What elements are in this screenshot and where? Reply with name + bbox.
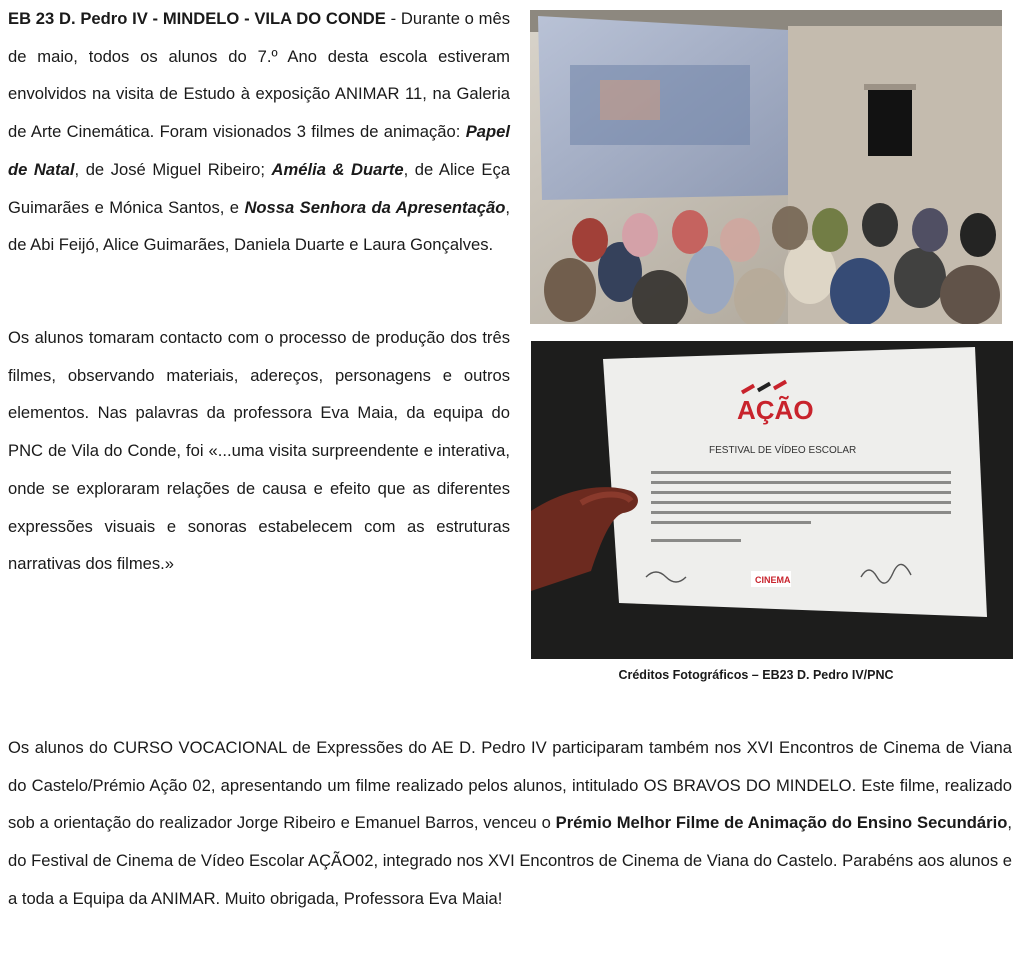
- award-text-a: Os alunos do CURSO VOCACIONAL de Expressões do AE D. Pedro IV participaram também nos XVI Encontros de Cinema de Viana do Castelo/Prémio Ação 02, apresentando um filme realizado pelos alunos, intitulado OS BRAVOS DO MINDELO. Este filme, realizado sob a orientação do realizador Jorge Ribeiro e Emanuel Barros, venceu o: [8, 738, 1012, 833]
- visit-paragraph: Os alunos tomaram contacto com o processo de produção dos três filmes, observando materiais, adereços, personagens e outros elementos. Nas palavras da professora Eva Maia, da equipa do PNC de Vila do Conde, foi «...uma visita surpreendente e interativa, onde se exploraram relações de causa e efeito que as diferentes expressões visuais e sonoras estabelecem com as estruturas narrativas dos filmes.»: [8, 328, 510, 574]
- certificate-logo-text: AÇÃO: [737, 395, 814, 425]
- school-heading: EB 23 D. Pedro IV - MINDELO - VILA DO CONDE: [8, 9, 386, 28]
- film-title-nossa-senhora: Nossa Senhora da Apresentação: [244, 197, 506, 217]
- award-paragraph: [8, 729, 1012, 918]
- photo-credits-caption: Créditos Fotográficos – EB23 D. Pedro IV/PNC: [618, 668, 894, 682]
- intro-text-c: , de Alice Eça Guimarães e Mónica Santos, e: [8, 159, 511, 217]
- film-title-papel-de-natal: Papel de Natal: [8, 122, 510, 179]
- screening-photo: [530, 10, 1002, 324]
- intro-text-d: , de Abi Feijó, Alice Guimarães, Daniela Duarte e Laura Gonçalves.: [8, 197, 510, 255]
- award-text-b: , do Festival de Cinema de Vídeo Escolar AÇÃO02, integrado nos XVI Encontros de Cinema de Viana do Castelo. Parabéns aos alunos e a toda a Equipa da ANIMAR. Muito obrigada, Professora Eva Maia!: [8, 813, 1012, 908]
- intro-text-a: - Durante o mês de maio, todos os alunos do 7.º Ano desta escola estiveram envolvidos na visita de Estudo à exposição ANIMAR 11, na Galeria de Arte Cinemática. Foram visionados 3 filmes de animação:: [8, 9, 510, 142]
- award-name: Prémio Melhor Filme de Animação do Ensino Secundário: [555, 813, 1008, 833]
- film-title-amelia-duarte: Amélia & Duarte: [271, 159, 404, 179]
- intro-text-b: , de José Miguel Ribeiro;: [74, 159, 272, 179]
- certificate-photo: [531, 341, 1013, 659]
- cinema-sponsor-logo: CINEMA: [755, 575, 791, 585]
- certificate-title: FESTIVAL DE VÍDEO ESCOLAR: [709, 445, 857, 456]
- intro-paragraph: [8, 0, 510, 264]
